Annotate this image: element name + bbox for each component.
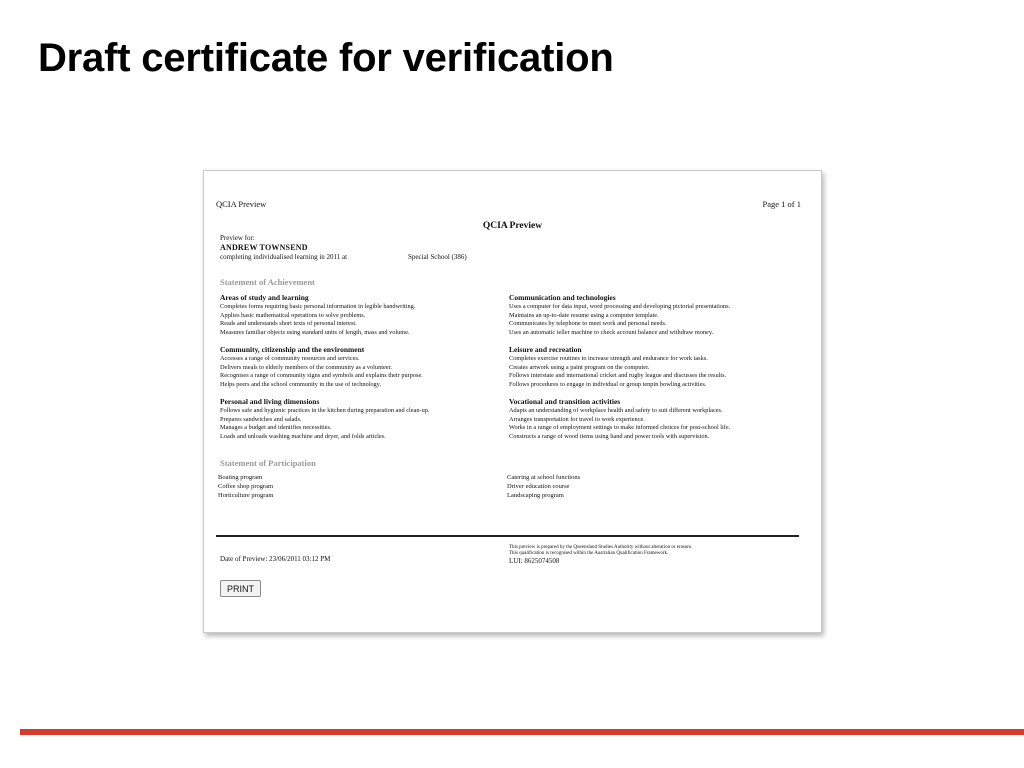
area-item: Completes exercise routines to increase strength and endurance for work tasks. [509,355,708,362]
area-item: Communicates by telephone to meet work and personal needs. [509,320,667,327]
document-title: QCIA Preview [482,221,543,231]
achievement-left-column [220,292,505,448]
achievement-area [509,292,794,344]
document-header-title: QCIA Preview [216,199,267,209]
participation-item: Coffee shop program [218,483,274,490]
date-of-preview: Date of Preview: 23/06/2011 03:12 PM [220,555,331,563]
area-item: Creates artwork using a paint program on the computer. [509,363,650,371]
achievement-area [220,344,505,396]
participation-left-list [218,473,273,500]
participation-item: Horticulture program [218,492,274,499]
participation-heading: Statement of Participation [220,458,316,468]
participation-item: Landscaping program [507,492,564,499]
achievement-area [509,344,794,396]
achievement-right-column [509,292,794,448]
area-item: Delivers meals to elderly members of the community as a volunteer. [220,363,392,371]
preview-for-label: Preview for: [220,234,255,242]
student-name: ANDREW TOWNSEND [220,243,308,252]
participation-item: Driver education course [507,483,570,490]
area-item: Arranges transportation for travel to work experience. [509,415,645,423]
achievement-area [220,396,505,448]
area-item: Maintains an up-to-date resume using a computer template. [509,311,659,319]
area-item: Follows procedures to engage in individual or group tenpin bowling activities. [509,380,707,388]
area-item: Reads and understands short texts of personal interest. [220,320,357,327]
footer-divider [216,535,799,537]
footer-accent-bar [20,729,1024,735]
area-item: Completes forms requiring basic personal information in legible handwriting. [220,303,416,310]
page-number: Page 1 of 1 [762,199,801,209]
aqf-note: This qualification is recognised within the Australian Qualification Framework. [509,551,669,556]
area-item: Uses a computer for data input, word processing and developing pictorial presentations. [509,303,731,310]
area-title: Areas of study and learning [220,293,309,302]
area-title: Communication and technologies [509,293,616,302]
achievement-area [509,396,794,448]
achievement-heading: Statement of Achievement [220,277,315,287]
area-title: Vocational and transition activities [509,397,621,406]
area-item: Recognises a range of community signs and symbols and explains their purpose. [220,372,423,379]
lui-number: LUI: 8625074508 [509,557,560,565]
area-item: Loads and unloads washing machine and dryer, and folds articles. [220,432,386,440]
area-item: Constructs a range of wood items using hand and power tools with supervision. [509,432,710,440]
area-item: Measures familiar objects using standard units of length, mass and volume. [220,328,410,336]
participation-item: Boating program [218,474,263,481]
slide-title: Draft certificate for verification [38,36,614,80]
area-item: Works in a range of employment settings to make informed choices for post-school life. [509,424,731,431]
area-item: Follows interstate and international cricket and rugby league and discusses the results. [509,372,727,379]
qsa-note: This preview is prepared by the Queensland Studies Authority without alteration or erasure. [509,545,693,550]
achievement-area [220,292,505,344]
area-item: Accesses a range of community resources and services. [220,355,360,362]
area-item: Uses an automatic teller machine to check account balance and withdraw money. [509,328,714,336]
participation-item: Catering at school functions [507,474,581,481]
participation-right-list [507,473,580,500]
area-title: Community, citizenship and the environment [220,345,365,354]
area-title: Personal and living dimensions [220,397,320,406]
area-title: Leisure and recreation [509,345,582,354]
area-item: Prepares sandwiches and salads. [220,415,302,423]
area-item: Manages a budget and identifies necessities. [220,424,332,431]
area-item: Adapts an understanding of workplace health and safety to suit different workplaces. [509,407,723,414]
certificate-preview-document [203,170,822,633]
area-item: Applies basic mathematical operations to solve problems. [220,311,366,319]
print-button[interactable]: PRINT [220,580,261,597]
area-item: Follows safe and hygienic practices in the kitchen during preparation and clean-up. [220,407,430,414]
completing-text: completing individualised learning in 2011 at [220,253,348,261]
area-item: Helps peers and the school community in the use of technology. [220,380,382,388]
school-name: Special School (386) [408,253,467,261]
